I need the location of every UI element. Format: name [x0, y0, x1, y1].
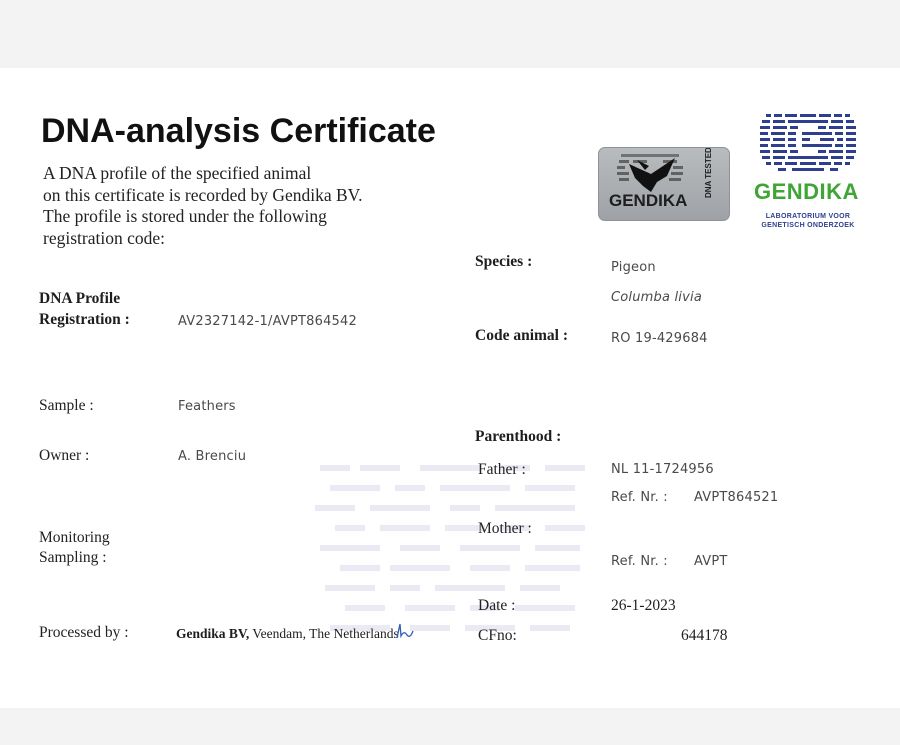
code-animal-value: RO 19-429684	[611, 331, 708, 346]
seal-side-text: DNA TESTED	[704, 148, 713, 198]
father-label: Father :	[478, 461, 526, 478]
logo-tagline-line: GENETISCH ONDERZOEK	[761, 222, 855, 229]
processed-by	[176, 626, 399, 642]
species-label: Species :	[475, 253, 533, 270]
mother-ref-value: AVPT	[694, 554, 728, 569]
monitoring-label: Sampling :	[39, 549, 107, 566]
processed-location: Veendam, The Netherlands	[252, 626, 399, 641]
logo-tagline-line: LABORATORIUM VOOR	[765, 213, 851, 220]
gendika-logo-icon	[758, 112, 858, 182]
processed-company: Gendika BV,	[176, 626, 250, 641]
cfno-value: 644178	[681, 627, 728, 644]
cfno-label: CFno:	[478, 627, 517, 644]
dna-tested-seal	[598, 147, 730, 221]
code-animal-label: Code animal :	[475, 327, 568, 344]
intro-text	[43, 163, 362, 249]
father-value: NL 11-1724956	[611, 462, 714, 477]
logo-tagline	[758, 212, 858, 230]
date-label: Date :	[478, 597, 516, 614]
owner-value: A. Brenciu	[178, 449, 247, 464]
species-latin-value: Columba livia	[611, 290, 702, 305]
processed-label: Processed by :	[39, 624, 129, 641]
parenthood-label: Parenthood :	[475, 428, 562, 445]
father-ref-label: Ref. Nr. :	[611, 490, 668, 505]
page-title: DNA-analysis Certificate	[41, 112, 436, 150]
intro-line: on this certificate is recorded by Gendika BV.	[43, 184, 363, 205]
sample-label: Sample :	[39, 397, 94, 414]
seal-label: GENDIKA	[609, 191, 688, 210]
signature-icon	[395, 622, 415, 640]
species-common-value: Pigeon	[611, 260, 656, 275]
father-ref-value: AVPT864521	[694, 490, 779, 505]
intro-line: The profile is stored under the following	[43, 206, 327, 226]
registration-label: DNA Profile	[39, 290, 121, 307]
monitoring-label: Monitoring	[39, 529, 110, 546]
seal-graphic-icon	[599, 148, 729, 220]
owner-label: Owner :	[39, 447, 90, 464]
logo-name: GENDIKA	[754, 179, 859, 204]
intro-line: registration code:	[43, 227, 165, 248]
dna-watermark-icon	[310, 455, 600, 655]
intro-line: A DNA profile of the specified animal	[43, 163, 312, 183]
registration-label: Registration :	[39, 311, 130, 328]
registration-value: AV2327142-1/AVPT864542	[178, 314, 357, 329]
sample-value: Feathers	[178, 399, 236, 414]
date-value: 26-1-2023	[611, 597, 676, 614]
mother-ref-label: Ref. Nr. :	[611, 554, 668, 569]
mother-label: Mother :	[478, 520, 532, 537]
